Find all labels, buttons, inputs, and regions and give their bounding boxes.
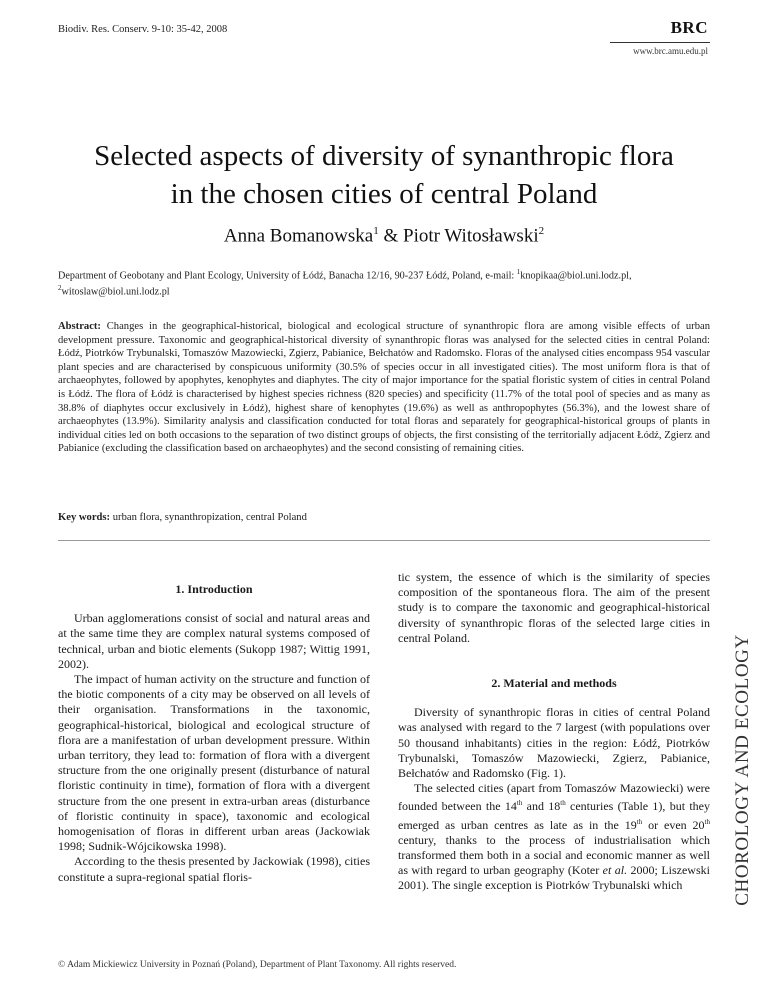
keywords-label: Key words: — [58, 512, 111, 523]
section-side-label — [728, 634, 758, 906]
affiliation — [58, 266, 710, 299]
author-1-affil-mark: 1 — [373, 225, 379, 237]
intro-paragraph-2: The impact of human activity on the structure and function of the biotic components of a city may be observed on all levels of their organisation. Transformations in the taxonomic, geographical-historical, biological and ecological structure of flora are a manifestation of urban development pressure. Within urban territory, they lead to: formation of flora with a divergent structure from the one originally present (disturbance of natural floristic continuity in time), formation of flora with a divergent structure from the one present in extra-urban areas (disturbance of floristic continuity in space), taxonomic and ecological homogenisation of floras in different urban areas (Jackowiak 1998; Sudnik-Wójcikowska 1998). — [58, 672, 370, 854]
journal-reference: Biodiv. Res. Conserv. 9-10: 35-42, 2008 — [58, 24, 228, 35]
email-1[interactable]: knopikaa@biol.uni.lodz.pl, — [520, 270, 632, 282]
intro-paragraph-3: According to the thesis presented by Jackowiak (1998), cities constitute a supra-regional spatial floris- — [58, 854, 370, 884]
author-separator: & — [378, 225, 404, 247]
methods-heading: 2. Material and methods — [491, 676, 617, 691]
left-column — [58, 570, 370, 885]
title-line-1: Selected aspects of diversity of synanthropic flora — [94, 140, 674, 173]
keywords-text: urban flora, synanthropization, central Poland — [110, 512, 307, 523]
intro-continuation: tic system, the essence of which is the similarity of species composition of the spontaneous flora. The aim of the present study is to compare the taxonomic and geographical-historical diversity of synanthropic floras of the selected large cities in central Poland. — [398, 570, 710, 645]
introduction-heading: 1. Introduction — [175, 582, 253, 596]
methods-paragraph-2: The selected cities (apart from Tomaszów Mazowiecki) were founded between the 14th and 18th centuries (Table 1), but they emerged as urban centres as late as in the 19th or even 20th century, thanks to the process of industrialisation which transformed them both in a social and economic manner as well as with regard to urban geography (Koter et al. 2000; Liszewski 2001). The single exception is Piotrków Trybunalski which — [398, 781, 711, 893]
abstract-text: Changes in the geographical-historical, biological and ecological structure of synanthropic flora are among visible effects of urban development pressure. Taxonomic and geographical-historical diversity of synanthropic floras was analysed for the selected cities in central Poland: Łódź, Piotrków Trybunalski, Tomaszów Mazowiecki, Zgierz, Pabianice, Bełchatów and Radomsko. Floras of the analysed cities encompass 954 vascular plant species and are characterised by conspicuous uniformity (30.5% of species occur in all investigated cities). The most uniform flora is that of archaeophytes, followed by apophytes, kenophytes and diaphytes. The city of major importance for the spatial floristic system of cities in central Poland is Łódź. The flora of Łódź is characterised by highest species richness (820 species) and specificity (11.7% of the total pool of species and as many as 38.8% of diaphytes occur exclusively in Łódź), highest share of kenophytes (19.6%) as well as anthropophytes (56.3%), and the lowest share of archaeophytes (13.9%). Similarity analysis and classification conducted for total floras and separately for geographical-historical groups of plants in individual cities led on both occasions to the separation of two distinct groups of objects, the first consisting of the territorially adjacent Łódź, Zgierz and Pabianice (excluding the classification based on archaeophytes) and the second consisting of remaining cities. — [58, 321, 710, 455]
title-line-2: in the chosen cities of central Poland — [170, 178, 598, 211]
abstract — [58, 320, 710, 456]
journal-url[interactable]: www.brc.amu.edu.pl — [633, 46, 708, 56]
email-2-mark: 2 — [58, 284, 62, 293]
logo-divider — [610, 42, 710, 43]
keywords — [58, 512, 307, 523]
intro-paragraph-1: Urban agglomerations consist of social and natural areas and at the same time they are complex natural systems composed of technical, urban and biotic elements (Sukopp 1987; Wittig 1991, 2002). — [58, 611, 370, 671]
section-divider — [58, 540, 710, 541]
side-label-text: CHOROLOGY AND ECOLOGY — [732, 634, 753, 906]
author-2: Piotr Witosławski — [403, 225, 539, 247]
email-1-mark: 1 — [516, 268, 521, 276]
authors — [0, 225, 768, 247]
brc-logo: BRC — [670, 18, 708, 37]
email-2[interactable]: witoslaw@biol.uni.lodz.pl — [61, 286, 170, 298]
right-column — [398, 570, 710, 894]
paper-title — [50, 137, 718, 213]
author-2-affil-mark: 2 — [538, 225, 545, 237]
abstract-label: Abstract: — [58, 321, 101, 332]
affiliation-text: Department of Geobotany and Plant Ecology, University of Łódź, Banacha 12/16, 90-237 Łódź, Poland, e-mail: — [58, 270, 517, 282]
methods-paragraph-1: Diversity of synanthropic floras in cities of central Poland was analysed with regard to the 7 largest (with populations over 50 thousand inhabitants) cities in the region: Łódź, Piotrków Trybunalski, Tomaszów Mazowiecki, Zgierz, Pabianice, Bełchatów and Radomsko (Fig. 1). — [398, 705, 710, 781]
copyright-footer: © Adam Mickiewicz University in Poznań (Poland), Department of Plant Taxonomy. All rights reserved. — [58, 960, 457, 970]
author-1: Anna Bomanowska — [223, 225, 374, 247]
